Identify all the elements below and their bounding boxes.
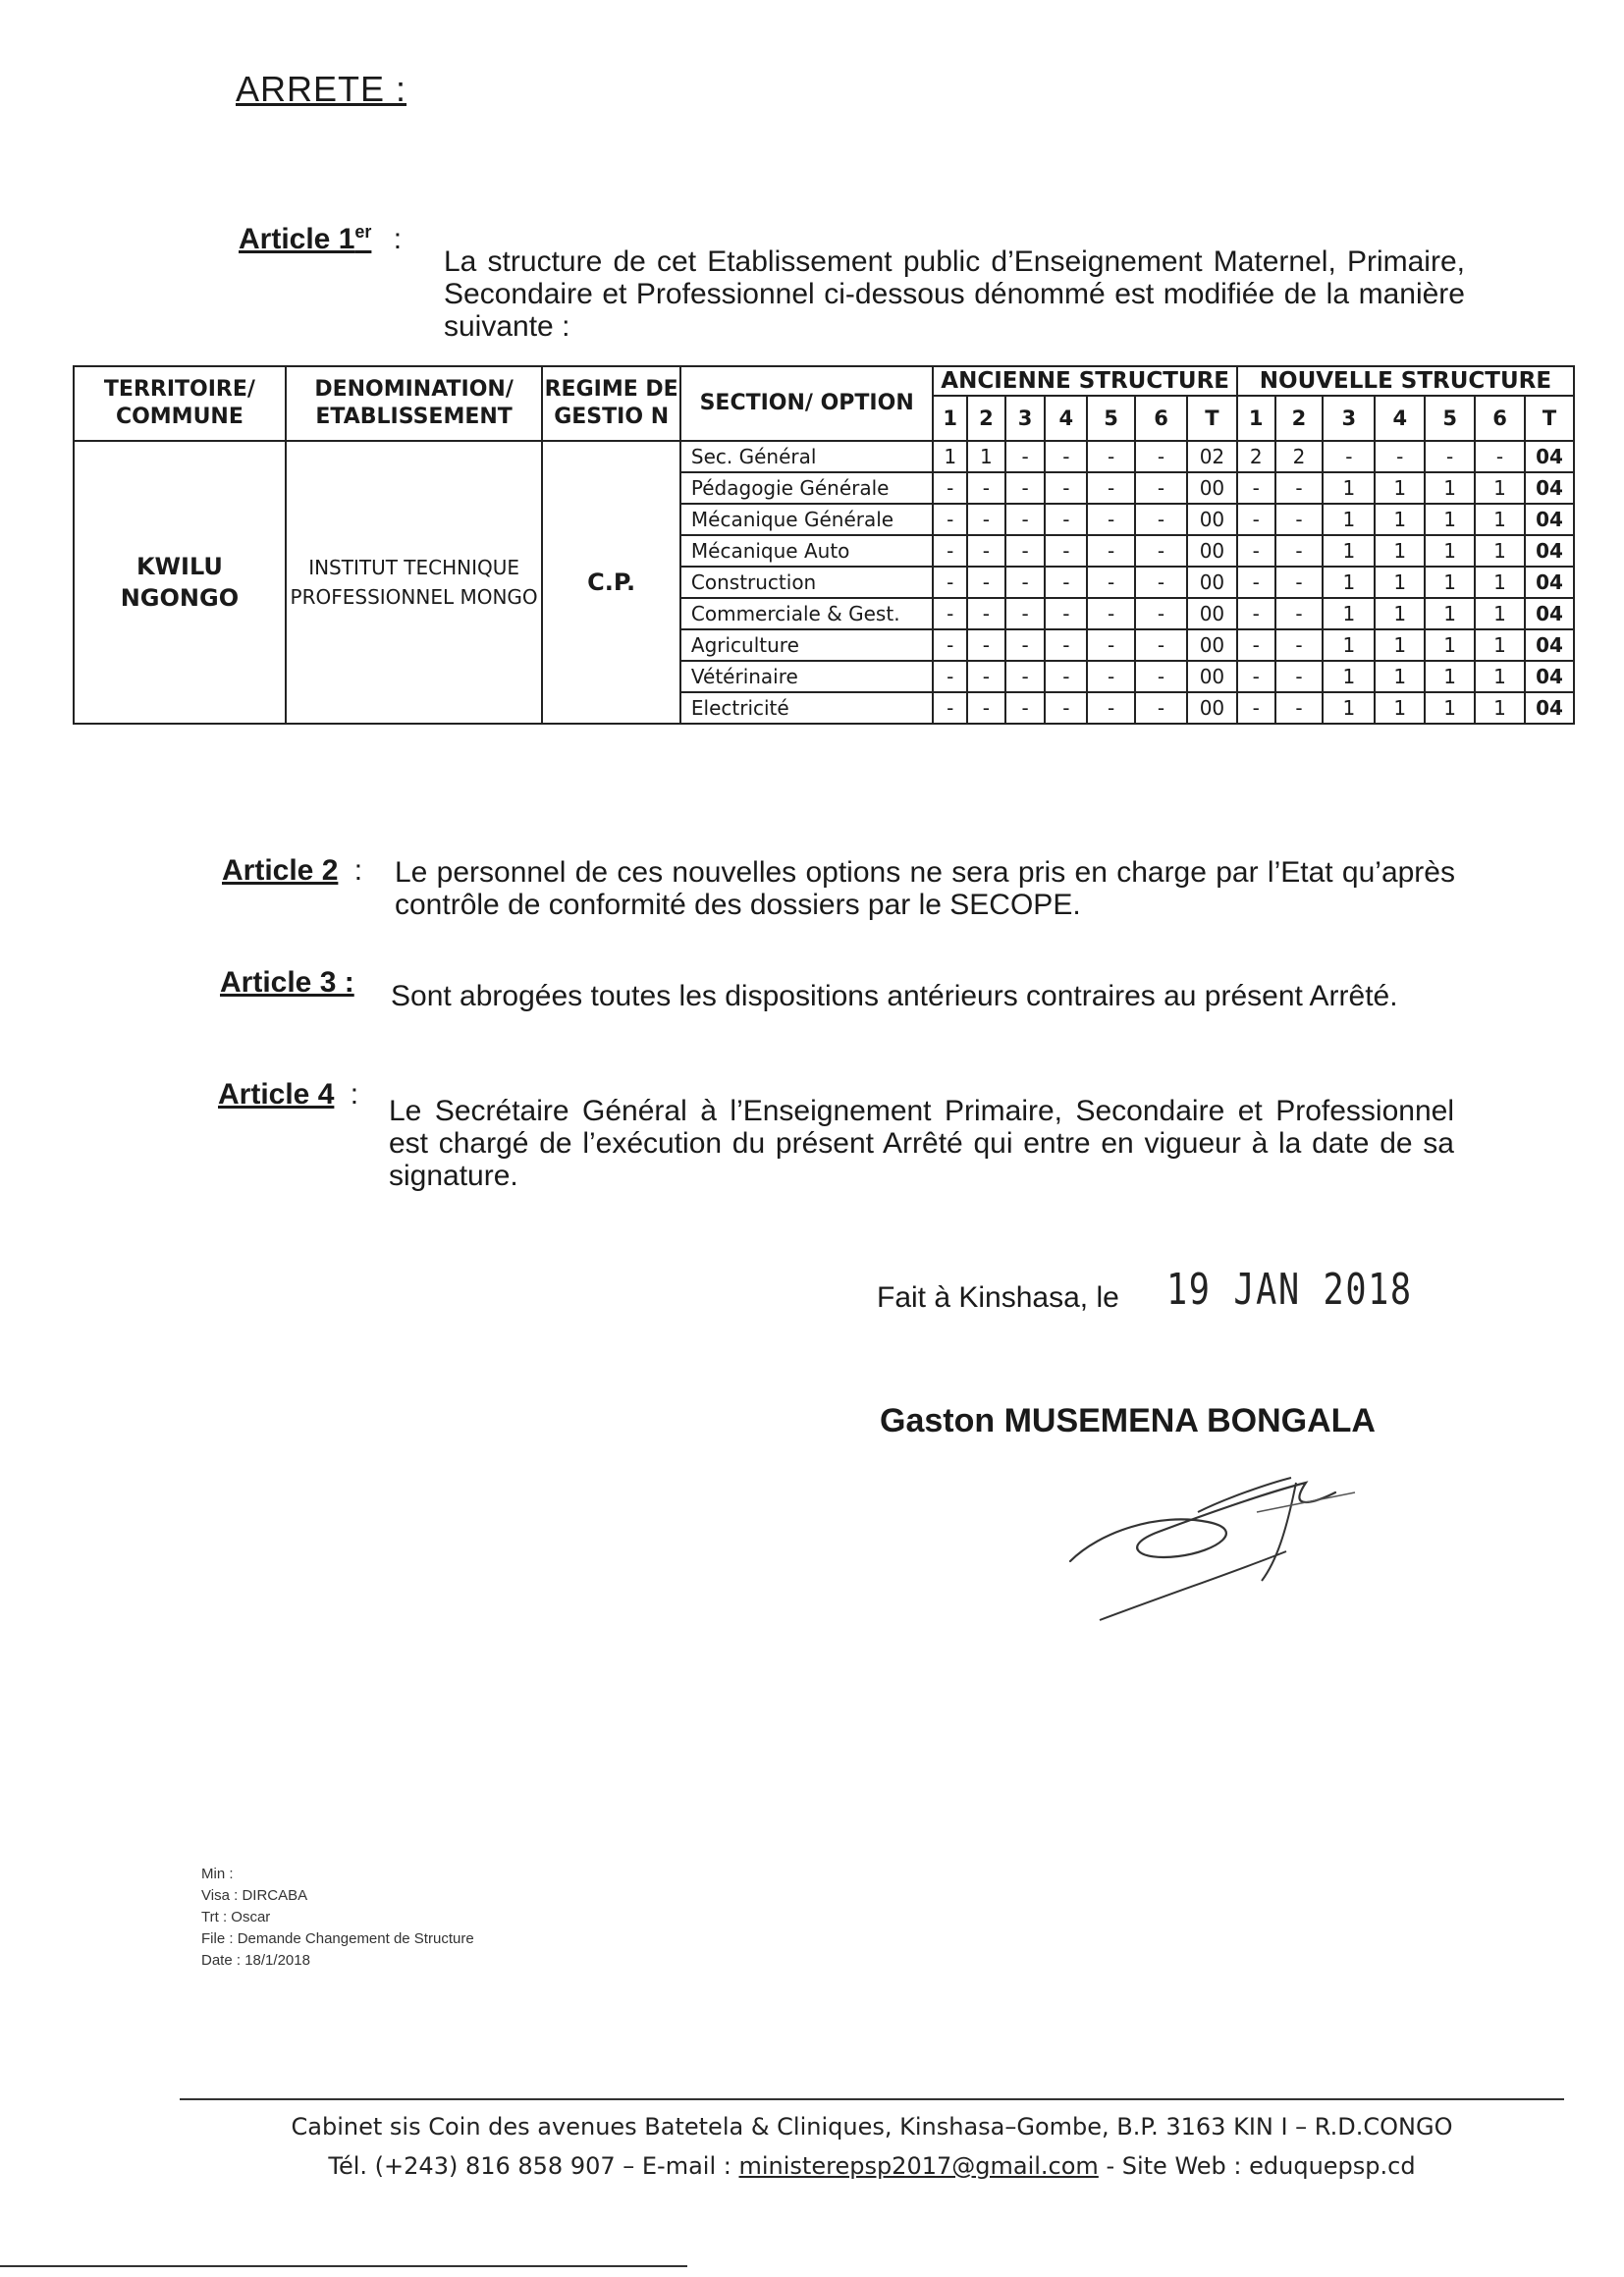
handwritten-signature — [1060, 1453, 1394, 1640]
cell-new-1: - — [1237, 661, 1275, 692]
col-header-new-6: 6 — [1475, 396, 1525, 441]
cell-new-3: - — [1323, 441, 1375, 472]
cell-old-4: - — [1045, 472, 1087, 504]
cell-old-4: - — [1045, 504, 1087, 535]
cell-old-1: - — [933, 598, 967, 629]
cell-new-6: 1 — [1475, 661, 1525, 692]
footer-email-link[interactable]: ministerepsp2017@gmail.com — [738, 2152, 1099, 2180]
cell-old-7: 00 — [1187, 472, 1237, 504]
cell-new-4: 1 — [1375, 629, 1425, 661]
meta-visa: Visa : DIRCABA — [201, 1887, 308, 1904]
cell-old-7: 00 — [1187, 598, 1237, 629]
cell-new-6: 1 — [1475, 567, 1525, 598]
cell-new-4: 1 — [1375, 504, 1425, 535]
cell-old-7: 00 — [1187, 504, 1237, 535]
table-body — [74, 441, 1574, 724]
cell-new-6: - — [1475, 441, 1525, 472]
cell-new-1: - — [1237, 629, 1275, 661]
cell-option: Mécanique Auto — [680, 535, 934, 567]
cell-new-2: - — [1275, 692, 1324, 724]
cell-old-7: 00 — [1187, 567, 1237, 598]
col-header-new-1: 1 — [1237, 396, 1275, 441]
article-3-label: Article 3 : — [220, 966, 354, 999]
cell-old-2: - — [967, 472, 1005, 504]
cell-new-7: 04 — [1525, 692, 1574, 724]
bottom-rule — [0, 2265, 687, 2267]
cell-new-2: - — [1275, 661, 1324, 692]
page-title: ARRETE : — [236, 69, 407, 109]
header-territoire: TERRITOIRE/ COMMUNE — [74, 366, 286, 441]
cell-etablissement: INSTITUT TECHNIQUE PROFESSIONNEL MONGO — [286, 441, 543, 724]
cell-option: Mécanique Générale — [680, 504, 934, 535]
cell-old-5: - — [1087, 472, 1135, 504]
cell-old-3: - — [1005, 441, 1046, 472]
article-2-sep: : — [353, 854, 363, 887]
article-4-label: Article 4 — [218, 1078, 335, 1111]
cell-new-1: - — [1237, 598, 1275, 629]
header-regime: REGIME DE GESTIO N — [542, 366, 679, 441]
cell-new-2: - — [1275, 472, 1324, 504]
cell-old-2: - — [967, 692, 1005, 724]
cell-old-3: - — [1005, 535, 1046, 567]
cell-option: Pédagogie Générale — [680, 472, 934, 504]
col-header-old-1: 1 — [933, 396, 967, 441]
article-4-sep: : — [350, 1078, 359, 1111]
signature-place: Fait à Kinshasa, le — [877, 1281, 1119, 1314]
col-header-new-2: 2 — [1275, 396, 1324, 441]
cell-new-5: 1 — [1425, 598, 1475, 629]
cell-old-2: - — [967, 629, 1005, 661]
cell-old-4: - — [1045, 441, 1087, 472]
signer-name: Gaston MUSEMENA BONGALA — [880, 1402, 1376, 1439]
cell-new-5: 1 — [1425, 535, 1475, 567]
col-header-old-6: 6 — [1135, 396, 1187, 441]
cell-new-5: 1 — [1425, 629, 1475, 661]
cell-new-2: 2 — [1275, 441, 1324, 472]
cell-new-3: 1 — [1323, 504, 1375, 535]
cell-old-3: - — [1005, 598, 1046, 629]
cell-new-2: - — [1275, 504, 1324, 535]
col-header-old-3: 3 — [1005, 396, 1046, 441]
cell-new-7: 04 — [1525, 535, 1574, 567]
cell-old-7: 00 — [1187, 629, 1237, 661]
cell-new-6: 1 — [1475, 535, 1525, 567]
cell-old-5: - — [1087, 535, 1135, 567]
cell-option: Commerciale & Gest. — [680, 598, 934, 629]
article-2-label: Article 2 — [222, 854, 339, 887]
cell-old-2: - — [967, 567, 1005, 598]
cell-new-3: 1 — [1323, 661, 1375, 692]
article-3-text: Sont abrogées toutes les dispositions antérieurs contraires au présent Arrêté. — [391, 980, 1398, 1012]
cell-option: Sec. Général — [680, 441, 934, 472]
cell-new-6: 1 — [1475, 472, 1525, 504]
meta-trt: Trt : Oscar — [201, 1909, 271, 1925]
article-1-sep: : — [393, 223, 403, 255]
cell-new-6: 1 — [1475, 692, 1525, 724]
cell-old-6: - — [1135, 567, 1187, 598]
cell-old-5: - — [1087, 504, 1135, 535]
article-1-text: La structure de cet Etablissement public d’Enseignement Maternel, Primaire, Secondaire et Professionnel ci-dessous dénommé est modifiée de la manière suivante : — [444, 245, 1465, 343]
cell-old-5: - — [1087, 441, 1135, 472]
cell-new-5: 1 — [1425, 504, 1475, 535]
cell-old-6: - — [1135, 535, 1187, 567]
cell-new-4: 1 — [1375, 661, 1425, 692]
cell-new-3: 1 — [1323, 535, 1375, 567]
article-4-text: Le Secrétaire Général à l’Enseignement Primaire, Secondaire et Professionnel est chargé de l’exécution du présent Arrêté qui entre en vigueur à la date de sa signature. — [389, 1095, 1454, 1192]
cell-new-1: - — [1237, 472, 1275, 504]
cell-old-6: - — [1135, 504, 1187, 535]
cell-new-6: 1 — [1475, 629, 1525, 661]
cell-old-2: - — [967, 598, 1005, 629]
article-4-heading — [218, 1078, 358, 1111]
cell-old-3: - — [1005, 504, 1046, 535]
cell-option: Vétérinaire — [680, 661, 934, 692]
cell-old-5: - — [1087, 692, 1135, 724]
footer-site: - Site Web : eduquepsp.cd — [1106, 2152, 1416, 2180]
cell-new-4: 1 — [1375, 535, 1425, 567]
cell-new-7: 04 — [1525, 629, 1574, 661]
cell-old-1: - — [933, 472, 967, 504]
cell-old-2: - — [967, 535, 1005, 567]
cell-old-1: - — [933, 567, 967, 598]
cell-regime: C.P. — [542, 441, 679, 724]
routing-slip — [201, 1864, 496, 1972]
cell-territoire: KWILU NGONGO — [74, 441, 286, 724]
cell-old-1: - — [933, 504, 967, 535]
cell-old-3: - — [1005, 661, 1046, 692]
cell-old-2: - — [967, 661, 1005, 692]
cell-new-2: - — [1275, 567, 1324, 598]
cell-old-5: - — [1087, 598, 1135, 629]
cell-new-3: 1 — [1323, 472, 1375, 504]
footer-address: Cabinet sis Coin des avenues Batetela & Cliniques, Kinshasa–Gombe, B.P. 3163 KIN I – R.D.CONGO — [291, 2113, 1453, 2141]
cell-new-4: 1 — [1375, 692, 1425, 724]
cell-new-3: 1 — [1323, 598, 1375, 629]
signature-date-stamp — [1166, 1265, 1474, 1315]
meta-date: Date : 18/1/2018 — [201, 1952, 310, 1969]
meta-min: Min : — [201, 1866, 234, 1882]
cell-old-2: 1 — [967, 441, 1005, 472]
cell-option: Agriculture — [680, 629, 934, 661]
cell-old-4: - — [1045, 629, 1087, 661]
cell-new-7: 04 — [1525, 504, 1574, 535]
cell-old-1: 1 — [933, 441, 967, 472]
article-1-label: Article 1er — [239, 222, 372, 255]
cell-new-7: 04 — [1525, 441, 1574, 472]
col-header-old-7: T — [1187, 396, 1237, 441]
cell-new-1: - — [1237, 567, 1275, 598]
cell-new-2: - — [1275, 629, 1324, 661]
cell-new-7: 04 — [1525, 472, 1574, 504]
footer-divider — [180, 2098, 1564, 2100]
cell-new-7: 04 — [1525, 661, 1574, 692]
cell-new-5: 1 — [1425, 567, 1475, 598]
cell-old-6: - — [1135, 629, 1187, 661]
cell-old-5: - — [1087, 567, 1135, 598]
header-ancienne-structure: ANCIENNE STRUCTURE — [933, 366, 1236, 396]
cell-old-7: 02 — [1187, 441, 1237, 472]
footer-contact — [180, 2152, 1564, 2180]
cell-new-5: - — [1425, 441, 1475, 472]
cell-old-1: - — [933, 629, 967, 661]
cell-old-3: - — [1005, 692, 1046, 724]
cell-old-4: - — [1045, 535, 1087, 567]
cell-old-1: - — [933, 535, 967, 567]
cell-old-2: - — [967, 504, 1005, 535]
cell-old-3: - — [1005, 629, 1046, 661]
cell-new-2: - — [1275, 535, 1324, 567]
cell-new-5: 1 — [1425, 692, 1475, 724]
cell-new-3: 1 — [1323, 629, 1375, 661]
col-header-new-3: 3 — [1323, 396, 1375, 441]
cell-old-6: - — [1135, 472, 1187, 504]
cell-option: Construction — [680, 567, 934, 598]
article-2-text: Le personnel de ces nouvelles options ne sera pris en charge par l’Etat qu’après contrôle de conformité des dossiers par le SECOPE. — [395, 856, 1455, 921]
header-nouvelle-structure: NOUVELLE STRUCTURE — [1237, 366, 1574, 396]
cell-new-3: 1 — [1323, 567, 1375, 598]
cell-old-4: - — [1045, 692, 1087, 724]
signature-date: 19 JAN 2018 — [1166, 1265, 1413, 1315]
cell-old-1: - — [933, 661, 967, 692]
cell-new-1: 2 — [1237, 441, 1275, 472]
cell-new-4: 1 — [1375, 598, 1425, 629]
cell-old-3: - — [1005, 567, 1046, 598]
cell-old-6: - — [1135, 692, 1187, 724]
col-header-old-5: 5 — [1087, 396, 1135, 441]
cell-old-5: - — [1087, 661, 1135, 692]
footer-tel: Tél. (+243) 816 858 907 – E-mail : — [328, 2152, 731, 2180]
cell-old-5: - — [1087, 629, 1135, 661]
cell-old-7: 00 — [1187, 535, 1237, 567]
header-section: SECTION/ OPTION — [680, 366, 934, 441]
cell-old-6: - — [1135, 598, 1187, 629]
header-denomination: DENOMINATION/ ETABLISSEMENT — [286, 366, 543, 441]
col-header-new-5: 5 — [1425, 396, 1475, 441]
cell-old-7: 00 — [1187, 661, 1237, 692]
cell-new-3: 1 — [1323, 692, 1375, 724]
table-row — [74, 441, 1574, 472]
article-2-heading — [222, 854, 362, 888]
cell-new-5: 1 — [1425, 472, 1475, 504]
cell-new-2: - — [1275, 598, 1324, 629]
cell-old-6: - — [1135, 441, 1187, 472]
cell-new-5: 1 — [1425, 661, 1475, 692]
cell-new-7: 04 — [1525, 567, 1574, 598]
col-header-new-7: T — [1525, 396, 1574, 441]
meta-file: File : Demande Changement de Structure — [201, 1930, 474, 1947]
cell-new-1: - — [1237, 535, 1275, 567]
cell-new-4: - — [1375, 441, 1425, 472]
cell-old-1: - — [933, 692, 967, 724]
cell-new-6: 1 — [1475, 504, 1525, 535]
cell-old-7: 00 — [1187, 692, 1237, 724]
cell-old-3: - — [1005, 472, 1046, 504]
cell-new-4: 1 — [1375, 472, 1425, 504]
structure-table — [73, 365, 1575, 725]
cell-new-4: 1 — [1375, 567, 1425, 598]
cell-new-7: 04 — [1525, 598, 1574, 629]
cell-option: Electricité — [680, 692, 934, 724]
cell-old-4: - — [1045, 598, 1087, 629]
col-header-old-2: 2 — [967, 396, 1005, 441]
cell-new-6: 1 — [1475, 598, 1525, 629]
cell-old-4: - — [1045, 661, 1087, 692]
cell-new-1: - — [1237, 504, 1275, 535]
col-header-new-4: 4 — [1375, 396, 1425, 441]
cell-new-1: - — [1237, 692, 1275, 724]
col-header-old-4: 4 — [1045, 396, 1087, 441]
article-3-heading — [220, 966, 354, 1000]
cell-old-4: - — [1045, 567, 1087, 598]
article-1-heading — [239, 222, 402, 256]
cell-old-6: - — [1135, 661, 1187, 692]
